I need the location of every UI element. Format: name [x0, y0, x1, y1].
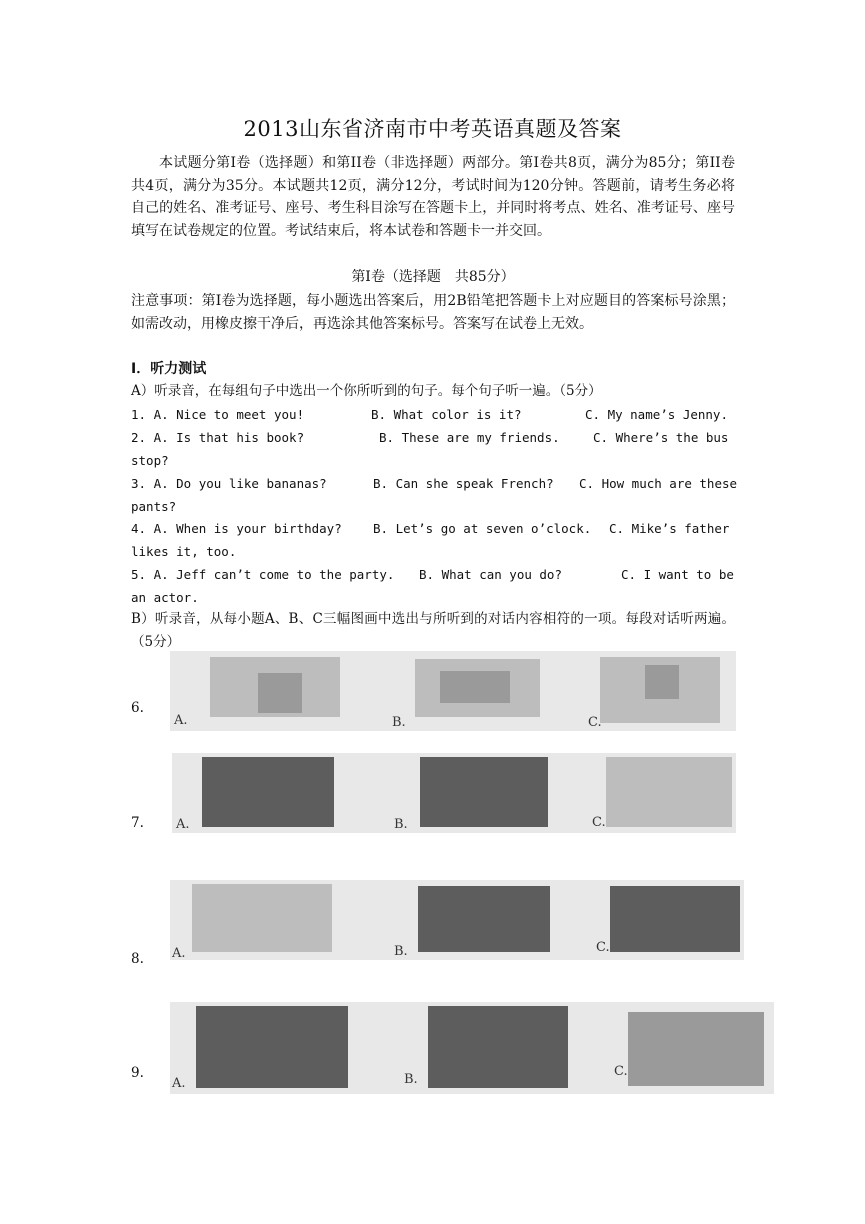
q9-picture-strip [170, 1002, 774, 1094]
q5-option-a: 5. A. Jeff can’t come to the party. [131, 567, 395, 582]
question-4-continued [131, 540, 735, 563]
q5-continuation: an actor. [131, 590, 199, 605]
section-a-instruction: A）听录音，在每组句子中选出一个你所听到的句子。每个句子听一遍。（5分） [131, 383, 602, 399]
q3-option-a: 3. A. Do you like bananas? [131, 476, 327, 491]
section-heading: I．听力测试 [131, 361, 207, 377]
q7-label-a: A. [176, 817, 190, 832]
question-3-continued [131, 495, 735, 518]
q4-option-a: 4. A. When is your birthday? [131, 521, 342, 536]
q4-option-b: B. Let’s go at seven o’clock. [373, 521, 592, 536]
q9-picture-c-policeman [628, 1012, 764, 1086]
q3-option-b: B. Can she speak French? [373, 476, 554, 491]
q7-label-c: C. [592, 815, 606, 830]
q6-picture-strip [170, 651, 736, 731]
q2-option-b: B. These are my friends. [379, 430, 560, 445]
q4-continuation: likes it, too. [131, 544, 237, 559]
question-2-continued [131, 449, 735, 472]
q1-option-a: 1. A. Nice to meet you! [131, 407, 305, 422]
question-2 [131, 426, 735, 449]
q9-label-b: B. [404, 1072, 418, 1087]
q7-picture-strip [172, 753, 736, 833]
q9-number: 9. [131, 1065, 144, 1081]
q5-option-c: C. I want to be [621, 567, 734, 582]
part1-heading: 第Ⅰ卷（选择题 共85分） [351, 269, 515, 285]
q1-option-c: C. My name’s Jenny. [585, 407, 728, 422]
q6-number: 6. [131, 700, 144, 716]
q2-option-a: 2. A. Is that his book? [131, 430, 305, 445]
q7-number: 7. [131, 815, 144, 831]
q9-label-c: C. [614, 1064, 628, 1079]
section-b-instruction: B）听录音，从每小题A、B、C三幅图画中选出与所听到的对话内容相符的一项。每段对话听两遍。（5分） [131, 611, 735, 650]
q6-picture-c-giraffe [645, 665, 679, 699]
q8-label-a: A. [172, 946, 186, 960]
question-5-continued [131, 586, 735, 609]
q7-picture-b-sunglasses [420, 757, 548, 827]
q2-continuation: stop? [131, 453, 169, 468]
q6-picture-b-animals [440, 671, 510, 703]
q8-picture-c-shop [610, 886, 740, 952]
q2-option-c: C. Where’s the bus [593, 430, 729, 445]
question-1 [131, 403, 735, 426]
intro-paragraph: 本试题分第Ⅰ卷（选择题）和第II卷（非选择题）两部分。第Ⅰ卷共8页，满分为85分；第II卷共4页，满分为35分。本试题共12页，满分12分，考试时间为120分钟。答题前，请考生务必将自己的姓名、准考证号、座号、考生科目涂写在答题卡上，并同时将考点、姓名、准考证号、座号填写在试卷规定的位置。考试结束后，将本试卷和答题卡一并交回。 [131, 155, 735, 239]
q4-option-c: C. Mike’s father [609, 521, 730, 536]
q9-picture-a-teacher [196, 1006, 348, 1088]
q1-option-b: B. What color is it? [371, 407, 522, 422]
question-5 [131, 563, 735, 586]
notice-paragraph: 注意事项：第Ⅰ卷为选择题，每小题选出答案后，用2B铅笔把答题卡上对应题目的答案标号涂黑；如需改动，用橡皮擦干净后，再选涂其他答案标号。答案写在试卷上无效。 [131, 293, 735, 332]
q5-option-b: B. What can you do? [419, 567, 562, 582]
q6-label-c: C. [588, 715, 602, 730]
q6-label-b: B. [392, 715, 406, 730]
q9-label-a: A. [172, 1076, 186, 1091]
q7-picture-a-umbrella [202, 757, 334, 827]
page-title: 2013山东省济南市中考英语真题及答案 [243, 117, 622, 141]
question-4 [131, 517, 735, 540]
q8-picture-b-building [418, 886, 550, 952]
q7-picture-c-backpack [606, 757, 732, 827]
q8-label-c: C. [596, 940, 610, 955]
q7-label-b: B. [394, 817, 408, 832]
q8-label-b: B. [394, 944, 408, 959]
q6-label-a: A. [174, 713, 188, 728]
question-3 [131, 472, 738, 495]
q9-picture-b-chef [428, 1006, 568, 1088]
q8-picture-a-beach [192, 884, 332, 952]
q8-picture-strip [170, 880, 744, 960]
q6-picture-a-panda [258, 673, 302, 713]
q3-continuation: pants? [131, 499, 177, 514]
q8-number: 8. [131, 951, 144, 967]
q3-option-c: C. How much are these [579, 476, 738, 491]
